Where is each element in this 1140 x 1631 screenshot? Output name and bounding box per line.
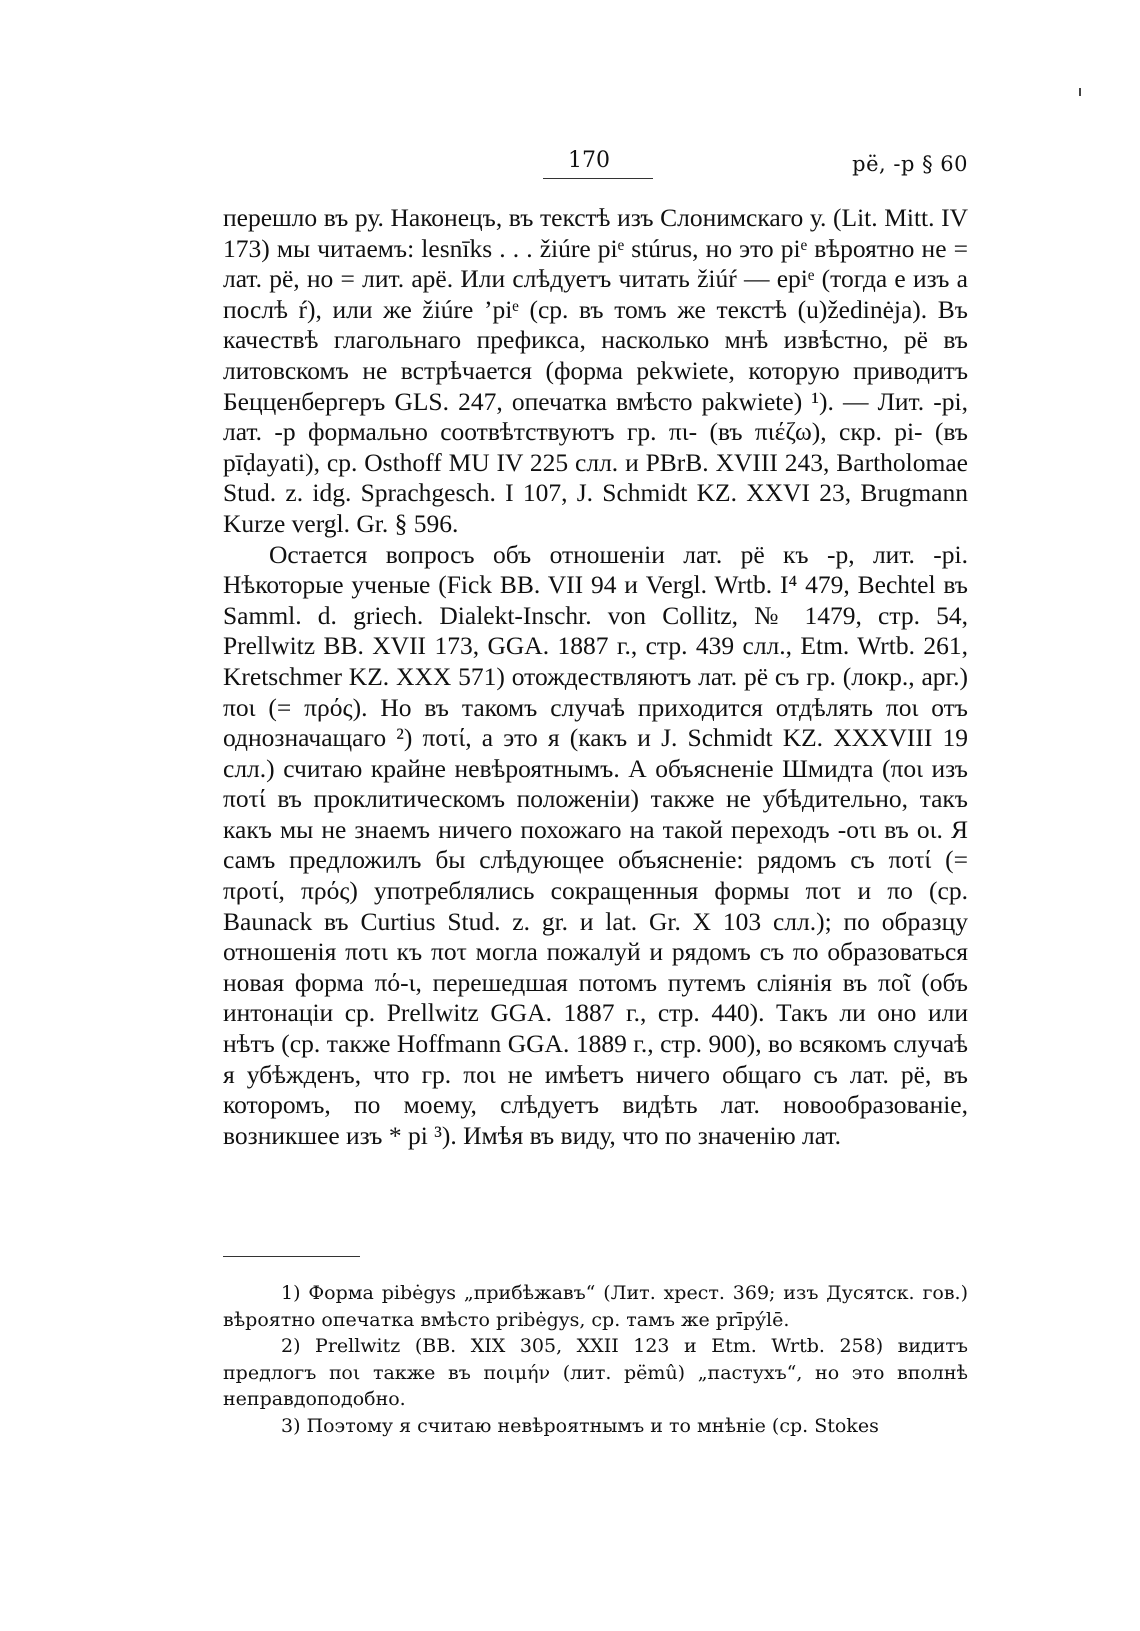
page-header [223,148,968,188]
paragraph-continued: перешло въ ру. Наконецъ, въ текстѣ изъ Слонимскаго у. (Lit. Mitt. IV 173) мы читаемъ: lesnīks . . . žiúre piᵉ stúrus, но это piᵉ вѣроятно не = лат. pё, но = лит. apё. Или слѣдуетъ читать žiúŕ — epiᵉ (тогда e изъ a послѣ ŕ), или же žiúre ’piᵉ (ср. въ томъ же текстѣ (u)žedinėja). Въ качествѣ глагольнаго префикса, насколько мнѣ извѣстно, pё въ литовскомъ не встрѣчается (форма pekwiete, которую приводитъ Бецценбергеръ GLS. 247, опечатка вмѣсто pakwiete) ¹). — Лит. -pi, лат. -p формально соотвѣтствуютъ гр. πι- (въ πιέζω), скр. pi- (въ pīḍayati), ср. Osthoff MU IV 225 слл. и PBrB. XVIII 243, Bartholomae Stud. z. idg. Sprachgesch. I 107, J. Schmidt KZ. XXVI 23, Brugmann Kurze vergl. Gr. § 596. [223,203,968,538]
footnote-1: 1) Форма pibėgys „прибѣжавъ“ (Лит. хрест. 369; изъ Дусятск. гов.) вѣроятно опечатка вмѣсто pribėgys, ср. тамъ же prīpýlē. [223,1282,968,1331]
running-head: pё, -p § 60 [852,152,968,176]
page-number-rule [543,178,653,179]
footnote-2: 2) Prellwitz (BB. XIX 305, XXII 123 и Etm. Wrtb. 258) видитъ предлогъ ποι также въ ποιμήν (лит. pёmû) „пастухъ“, но это вполнѣ неправдоподобно. [223,1335,968,1410]
footnote-separator [223,1256,360,1257]
scan-speck [1079,88,1081,96]
footnote-3: 3) Поэтому я считаю невѣроятнымъ и то мнѣніе (ср. Stokes [281,1414,879,1437]
footnotes [223,1280,968,1439]
paragraph: Остается вопросъ объ отношеніи лат. pё къ -p, лит. -pi. Нѣкоторые ученые (Fick BB. VII 94 и Vergl. Wrtb. I⁴ 479, Bechtel въ Samml. d. griech. Dialekt-Inschr. von Collitz, № 1479, стр. 54, Prellwitz BB. XVII 173, GGA. 1887 г., стр. 439 слл., Etm. Wrtb. 261, Kretschmer KZ. XXX 571) отождествляютъ лат. pё съ гр. (локр., арг.) ποι (= πρός). Но въ такомъ случаѣ приходится отдѣлять ποι отъ однозначащаго ²) ποτί, а это я (какъ и J. Schmidt KZ. XXXVIII 19 слл.) считаю крайне невѣроятнымъ. А объясненіе Шмидта (ποι изъ ποτί въ проклитическомъ положеніи) также не убѣдительно, такъ какъ мы не знаемъ ничего похожаго на такой переходъ -οτι въ οι. Я самъ предложилъ бы слѣдующее объясненіе: рядомъ съ ποτί (= προτί, πρός) употреблялись сокращенныя формы ποτ и πο (ср. Baunack въ Curtius Stud. z. gr. и lat. Gr. X 103 слл.); по образцу отношенія ποτι къ ποτ могла пожалуй и рядомъ съ πο образоваться новая форма πό-ι, перешедшая потомъ путемъ сліянія въ ποῖ (объ интонаціи ср. Prellwitz GGA. 1887 г., стр. 440). Такъ ли оно или нѣтъ (ср. также Hoffmann GGA. 1889 г., стр. 900), во всякомъ случаѣ я убѣжденъ, что гр. ποι не имѣетъ ничего общаго съ лат. pё, въ которомъ, по моему, слѣдуетъ видѣть лат. новообразованіе, возникшее изъ * pi ³). Имѣя въ виду, что по значенію лат. [223,539,968,1150]
page-number: 170 [568,148,610,173]
body-text [223,203,968,1151]
